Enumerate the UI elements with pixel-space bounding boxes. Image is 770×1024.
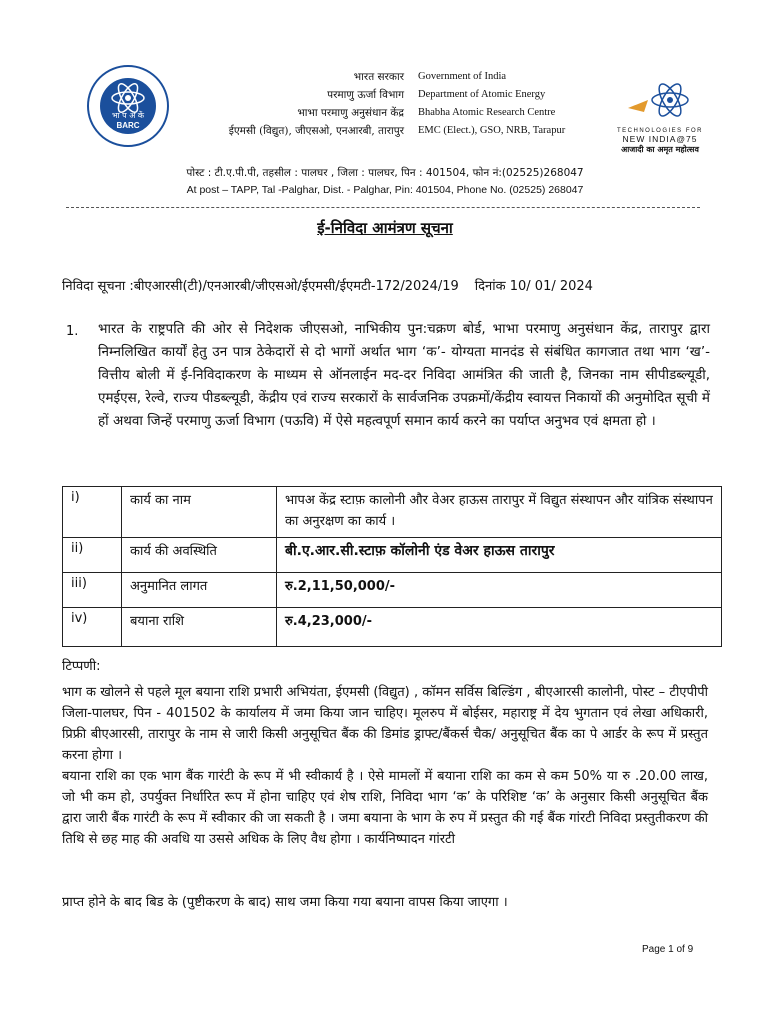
header-hindi-line: परमाणु ऊर्जा विभाग	[327, 89, 404, 101]
row-value: रु.4,23,000/-	[277, 608, 722, 647]
row-value: बी.ए.आर.सी.स्टाफ़ कॉलोनी एंड वेअर हाऊस तारापुर	[277, 538, 722, 573]
table-row	[63, 608, 722, 647]
note-paragraph: प्राप्त होने के बाद बिड के (पुष्टीकरण के बाद) साथ जमा किया गया बयाना वापस किया जाएगा ।	[62, 895, 508, 910]
technologies-logo	[608, 78, 712, 162]
header-hindi	[190, 68, 404, 140]
row-label: कार्य का नाम	[122, 487, 277, 538]
work-details-table	[62, 486, 722, 647]
address-english: At post – TAPP, Tal -Palghar, Dist. - Palghar, Pin: 401504, Phone No. (02525) 268047	[186, 184, 584, 196]
note-paragraph: बयाना राशि का एक भाग बैंक गारंटी के रूप में भी स्वीकार्य है । ऐसे मामलों में बयाना राशि का कम से कम 50% या रु .20.00 लाख, जो भी कम हो, उपर्युक्त निर्धारित रूप में होना चाहिए एवं शेष राशि, निविदा भाग ‘क’ के परिशिष्ट ‘क’ के अनुसार किसी अनुसूचित बैंक द्वारा जारी बैंक गारंटी के रूप में स्वीकार की जा सकती है । जमा बयाना के भाग के रुप में प्रस्तुत की गई बैंक गांरटी निविदा प्रस्तुतीकरण की तिथि से छह माह की अवधि या उससे अधिक के लिए वैध होगा । कार्यनिष्पादन गांरटी	[62, 769, 708, 847]
row-label: बयाना राशि	[122, 608, 277, 647]
table-row	[63, 538, 722, 573]
paragraph-1: भारत के राष्ट्रपति की ओर से निदेशक जीएसओ, नाभिकीय पुन:चक्रण बोर्ड, भाभा परमाणु अनुसंधान केंद्र, तारापुर द्वारा निम्नलिखित कार्यों हेतु उन पात्र ठेकेदारों से दो भागों अर्थात भाग ‘क’- योग्यता मानदंड से संबंधित कागजात तथा भाग ‘ख’-वित्तीय बोली में ई-निविदाकरण के माध्यम से ऑनलाईन मद-दर निविदा आमंत्रित की जाती है, जिनका नाम सीपीडब्ल्यूडी, एमईएस, रेल्वे, राज्य पीडब्ल्यूडी, केंद्रीय एवं राज्य सरकारों के सार्वजनिक उपक्रमों/केंद्रीय स्वायत्त निकायों की अनुमोदित सूची में हों अथवा जिन्हें परमाणु ऊर्जा विभाग (पऊवि) में ऐसे महत्वपूर्ण समान कार्य करने का पर्याप्त अनुभव एवं क्षमता हो ।	[98, 321, 710, 429]
tender-date: दिनांक 10/ 01/ 2024	[474, 279, 593, 294]
tech-logo-line1: TECHNOLOGIES FOR	[616, 128, 703, 134]
note-heading: टिप्पणी:	[62, 659, 101, 674]
barc-logo-text: BARC	[116, 121, 140, 130]
barc-logo	[86, 64, 170, 148]
header-english-line: Government of India	[418, 71, 507, 82]
row-value: भापअ केंद्र स्टाफ़ कालोनी और वेअर हाऊस तारापुर में विद्युत संस्थापन और यांत्रिक संस्थापन का अनुरक्षण का कार्य ।	[277, 487, 722, 538]
tech-logo-line2: NEW INDIA@75	[622, 134, 698, 144]
row-value: रु.2,11,50,000/-	[277, 573, 722, 608]
header-hindi-line: भाभा परमाणु अनुसंधान केंद्र	[297, 107, 404, 119]
header-english	[418, 68, 618, 140]
header-english-line: EMC (Elect.), GSO, NRB, Tarapur	[418, 125, 566, 136]
header-hindi-line: भारत सरकार	[353, 71, 404, 83]
note-paragraph: भाग क खोलने से पहले मूल बयाना राशि प्रभारी अभियंता, ईएमसी (विद्युत) , कॉमन सर्विस बिल्डिंग , बीएआरसी कालोनी, पोस्ट – टीएपीपी जिला-पालघर, पिन - 401502 के कार्यालय में जमा किया जान चाहिए। मूलरुप में बोईसर, महाराष्ट्र में देय भुगतान एवं लेखा अधिकारी, प्रिफ्री बीएआरसी, तारापुर के नाम से जारी किसी अनुसूचित बैंक की डिमांड ड्राफ्ट/बैंकर्स चैक/ अनुसूचित बैंक का पे आर्डर के रूप में प्रस्तुत करना होगा ।	[62, 685, 708, 763]
row-number: ii)	[63, 538, 122, 573]
table-row	[63, 573, 722, 608]
page-number: Page 1 of 9	[642, 944, 694, 955]
paragraph-number: 1.	[66, 324, 79, 339]
barc-logo-hindi: भा प अ कें	[111, 111, 145, 120]
address-hindi: पोस्ट : टी.ए.पी.पी, तहसील : पालघर , जिला : पालघर, पिन : 401504, फोन नं:(02525)268047	[186, 167, 584, 179]
tech-logo-line3: आजादी का अमृत महोत्सव	[621, 145, 699, 154]
row-number: iv)	[63, 608, 122, 647]
note-body	[62, 682, 708, 850]
row-number: iii)	[63, 573, 122, 608]
page-title: ई-निविदा आमंत्रण सूचना	[317, 219, 453, 237]
row-number: i)	[63, 487, 122, 538]
table-row	[63, 487, 722, 538]
header-english-line: Department of Atomic Energy	[418, 89, 546, 100]
tender-reference	[62, 276, 593, 294]
header-hindi-line: ईएमसी (विद्युत), जीएसओ, एनआरबी, तारापुर	[228, 125, 404, 137]
header-english-line: Bhabha Atomic Research Centre	[418, 107, 556, 118]
tender-number: निविदा सूचना :बीएआरसी(टी)/एनआरबी/जीएसओ/ईएमसी/ईएमटी-172/2024/19	[62, 279, 459, 294]
row-label: कार्य की अवस्थिति	[122, 538, 277, 573]
atom-icon	[608, 78, 712, 124]
row-label: अनुमानित लागत	[122, 573, 277, 608]
header-divider	[66, 207, 700, 208]
